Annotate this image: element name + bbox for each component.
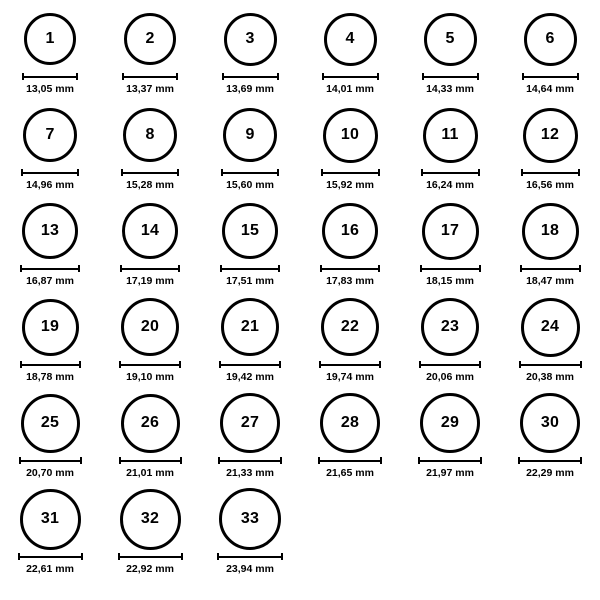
ring-circle-icon [223,108,277,162]
ring-diameter-value: 20,38 mm [526,371,574,383]
diameter-caliper-icon [521,168,580,177]
ring-circle-icon [324,13,377,66]
diameter-caliper-icon [121,168,179,177]
ring-diameter-value: 13,69 mm [226,83,274,95]
diameter-caliper-icon [120,264,180,273]
ring-size-cell[interactable] [0,296,100,392]
ring-circle-icon [522,203,579,260]
ring-size-cell[interactable] [100,296,200,392]
diameter-caliper-icon [422,72,479,81]
diameter-caliper-icon [119,456,182,465]
diameter-caliper-icon [221,168,279,177]
ring-circle-wrap [521,296,580,358]
diameter-caliper-icon [320,264,380,273]
ring-diameter-value: 15,60 mm [226,179,274,191]
ring-circle-wrap [20,488,81,550]
ring-diameter-value: 17,83 mm [326,275,374,287]
ring-size-label: 29 [440,414,460,431]
ring-circle-wrap [324,8,377,70]
ring-circle-wrap [321,296,379,358]
ring-size-cell[interactable] [300,8,400,104]
ring-size-label: 18 [540,222,560,239]
diameter-caliper-icon [122,72,178,81]
ring-diameter-value: 20,70 mm [26,467,74,479]
ring-diameter-value: 16,56 mm [526,179,574,191]
ring-diameter-value: 14,01 mm [326,83,374,95]
ring-diameter-value: 18,15 mm [426,275,474,287]
ring-circle-wrap [22,296,79,358]
ring-size-label: 22 [340,318,360,335]
ring-circle-wrap [220,392,280,454]
ring-circle-icon [422,203,479,260]
ring-size-cell[interactable] [500,200,600,296]
ring-circle-wrap [122,200,178,262]
ring-circle-wrap [520,392,580,454]
ring-size-cell[interactable] [500,392,600,488]
ring-circle-icon [23,108,77,162]
ring-circle-icon [320,393,380,453]
ring-circle-icon [224,13,277,66]
diameter-caliper-icon [519,360,582,369]
ring-size-cell[interactable] [0,8,100,104]
ring-circle-wrap [420,392,480,454]
ring-size-label: 5 [445,30,455,47]
ring-circle-icon [423,108,478,163]
ring-circle-icon [22,299,79,356]
ring-diameter-value: 19,10 mm [126,371,174,383]
ring-circle-wrap [424,8,477,70]
ring-size-cell[interactable] [400,104,500,200]
ring-circle-icon [24,13,76,65]
diameter-caliper-icon [322,72,379,81]
ring-size-label: 11 [441,126,459,143]
ring-diameter-value: 22,92 mm [126,563,174,575]
ring-diameter-value: 14,64 mm [526,83,574,95]
diameter-caliper-icon [19,456,82,465]
ring-diameter-value: 21,01 mm [126,467,174,479]
ring-diameter-value: 14,96 mm [26,179,74,191]
ring-diameter-value: 23,94 mm [226,563,274,575]
ring-circle-wrap [322,200,378,262]
ring-diameter-value: 13,05 mm [26,83,74,95]
ring-size-label: 8 [145,126,155,143]
ring-circle-icon [120,489,181,550]
ring-circle-wrap [21,392,80,454]
ring-diameter-value: 14,33 mm [426,83,474,95]
ring-circle-wrap [523,104,578,166]
ring-size-cell[interactable] [200,200,300,296]
ring-circle-icon [420,393,480,453]
ring-circle-icon [21,394,80,453]
diameter-caliper-icon [319,360,381,369]
ring-circle-wrap [121,296,179,358]
diameter-caliper-icon [520,264,581,273]
diameter-caliper-icon [419,360,481,369]
ring-circle-icon [424,13,477,66]
ring-size-cell[interactable] [200,488,300,584]
ring-size-cell[interactable] [400,8,500,104]
ring-size-cell[interactable] [200,8,300,104]
ring-diameter-value: 13,37 mm [126,83,174,95]
ring-size-label: 13 [40,222,60,239]
ring-size-label: 9 [245,126,255,143]
ring-size-cell[interactable] [200,392,300,488]
ring-size-cell[interactable] [300,200,400,296]
ring-size-cell[interactable] [0,392,100,488]
ring-size-label: 32 [140,510,160,527]
ring-size-label: 4 [345,30,355,47]
ring-size-cell[interactable] [100,8,200,104]
ring-circle-icon [22,203,78,259]
ring-size-label: 33 [240,510,260,527]
ring-diameter-value: 21,97 mm [426,467,474,479]
ring-circle-icon [322,203,378,259]
diameter-caliper-icon [522,72,579,81]
diameter-caliper-icon [20,360,81,369]
ring-size-cell[interactable] [100,392,200,488]
ring-size-cell[interactable] [200,296,300,392]
ring-diameter-value: 20,06 mm [426,371,474,383]
ring-circle-wrap [421,296,479,358]
diameter-caliper-icon [20,264,80,273]
ring-size-label: 14 [140,222,160,239]
diameter-caliper-icon [222,72,279,81]
ring-size-label: 31 [40,510,60,527]
ring-circle-icon [421,298,479,356]
ring-size-cell[interactable] [0,104,100,200]
ring-size-label: 30 [540,414,560,431]
ring-circle-wrap [522,200,579,262]
ring-diameter-value: 15,28 mm [126,179,174,191]
ring-diameter-value: 21,33 mm [226,467,274,479]
ring-circle-wrap [23,104,77,166]
ring-size-label: 15 [240,222,260,239]
diameter-caliper-icon [21,168,79,177]
ring-circle-icon [221,298,279,356]
ring-circle-icon [121,298,179,356]
ring-size-cell[interactable] [400,296,500,392]
ring-size-cell[interactable] [500,104,600,200]
ring-diameter-value: 22,29 mm [526,467,574,479]
ring-circle-icon [20,489,81,550]
ring-size-cell[interactable] [300,392,400,488]
diameter-caliper-icon [18,552,83,561]
ring-diameter-value: 18,78 mm [26,371,74,383]
ring-size-cell[interactable] [300,104,400,200]
ring-circle-icon [222,203,278,259]
ring-circle-wrap [123,104,177,166]
ring-size-cell[interactable] [500,296,600,392]
diameter-caliper-icon [218,456,282,465]
diameter-caliper-icon [321,168,380,177]
ring-diameter-value: 16,24 mm [426,179,474,191]
ring-circle-wrap [223,104,277,166]
ring-diameter-value: 18,47 mm [526,275,574,287]
ring-size-label: 1 [45,30,55,47]
ring-diameter-value: 21,65 mm [326,467,374,479]
ring-size-label: 6 [545,30,555,47]
ring-circle-wrap [22,200,78,262]
ring-diameter-value: 15,92 mm [326,179,374,191]
ring-circle-icon [121,394,180,453]
ring-circle-icon [123,108,177,162]
ring-circle-icon [220,393,280,453]
diameter-caliper-icon [421,168,480,177]
ring-diameter-value: 17,51 mm [226,275,274,287]
ring-circle-wrap [121,392,180,454]
ring-size-label: 25 [40,414,60,431]
ring-circle-wrap [120,488,181,550]
ring-circle-wrap [320,392,380,454]
ring-size-cell[interactable] [0,200,100,296]
ring-diameter-value: 17,19 mm [126,275,174,287]
ring-diameter-value: 16,87 mm [26,275,74,287]
ring-size-cell[interactable] [300,296,400,392]
diameter-caliper-icon [22,72,78,81]
ring-circle-icon [321,298,379,356]
ring-size-label: 16 [340,222,360,239]
diameter-caliper-icon [119,360,181,369]
ring-diameter-value: 19,42 mm [226,371,274,383]
diameter-caliper-icon [418,456,482,465]
ring-circle-icon [219,488,281,550]
ring-size-cell[interactable] [100,488,200,584]
ring-circle-icon [323,108,378,163]
ring-size-label: 17 [440,222,460,239]
ring-diameter-value: 19,74 mm [326,371,374,383]
ring-size-label: 3 [245,30,255,47]
ring-size-cell[interactable] [400,200,500,296]
ring-size-label: 23 [440,318,460,335]
ring-size-label: 19 [40,318,60,335]
ring-size-label: 21 [240,318,260,335]
ring-size-label: 12 [540,126,560,143]
ring-circle-wrap [524,8,577,70]
diameter-caliper-icon [219,360,281,369]
ring-circle-wrap [222,200,278,262]
ring-size-cell[interactable] [100,200,200,296]
ring-size-label: 10 [340,126,360,143]
ring-circle-wrap [224,8,277,70]
diameter-caliper-icon [518,456,582,465]
ring-size-cell[interactable] [100,104,200,200]
ring-circle-wrap [124,8,176,70]
ring-diameter-value: 22,61 mm [26,563,74,575]
ring-circle-wrap [422,200,479,262]
ring-circle-wrap [323,104,378,166]
ring-size-label: 2 [145,30,155,47]
ring-circle-wrap [423,104,478,166]
ring-size-label: 20 [140,318,160,335]
diameter-caliper-icon [217,552,283,561]
ring-size-label: 7 [45,126,55,143]
ring-circle-wrap [219,488,281,550]
ring-size-cell[interactable] [500,8,600,104]
ring-circle-icon [524,13,577,66]
diameter-caliper-icon [420,264,481,273]
ring-size-label: 28 [340,414,360,431]
ring-size-label: 24 [540,318,560,335]
ring-circle-icon [122,203,178,259]
ring-size-label: 27 [240,414,260,431]
ring-circle-wrap [24,8,76,70]
diameter-caliper-icon [318,456,382,465]
ring-circle-icon [523,108,578,163]
ring-circle-icon [521,298,580,357]
ring-size-label: 26 [140,414,160,431]
ring-circle-wrap [221,296,279,358]
diameter-caliper-icon [220,264,280,273]
ring-size-cell[interactable] [400,392,500,488]
diameter-caliper-icon [118,552,183,561]
ring-circle-icon [520,393,580,453]
ring-size-cell[interactable] [0,488,100,584]
ring-circle-icon [124,13,176,65]
ring-size-cell[interactable] [200,104,300,200]
